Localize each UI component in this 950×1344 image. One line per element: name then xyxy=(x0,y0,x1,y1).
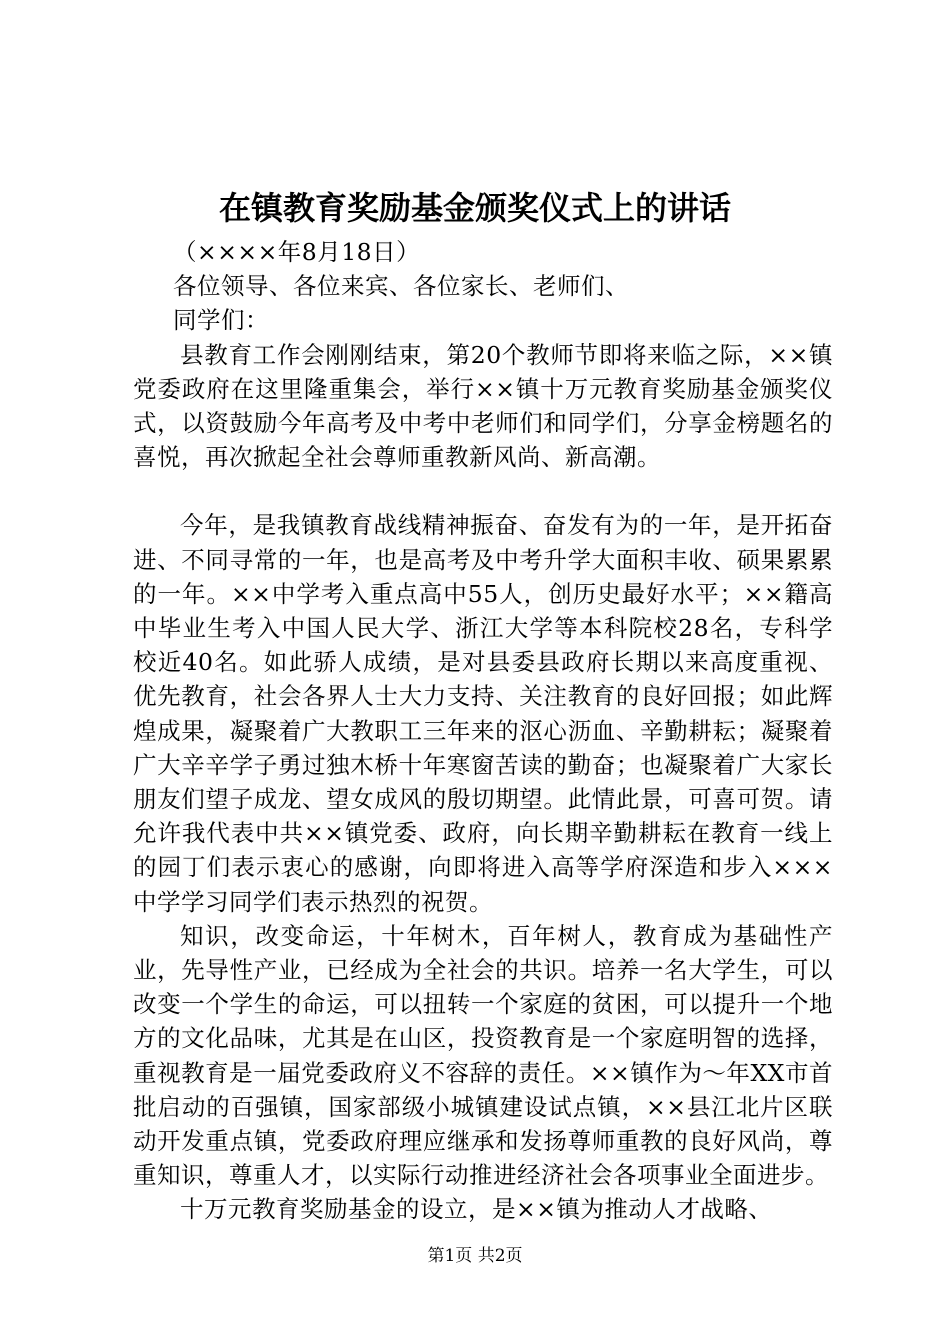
document-title: 在镇教育奖励基金颁奖仪式上的讲话 xyxy=(218,189,731,227)
date-line: （××××年8月18日） xyxy=(173,238,421,266)
document-body xyxy=(133,235,833,1227)
body-paragraph-3: 知识，改变命运，十年树木，百年树人，教育成为基础性产业，先导性产业，已经成为全社会的共识。培养一名大学生，可以改变一个学生的命运，可以扭转一个家庭的贫困，可以提升一个地方的文化品味，尤其是在山区，投资教育是一个家庭明智的选择，重视教育是一届党委政府义不容辞的责任。××镇作为～年XX市首批启动的百强镇，国家部级小城镇建设试点镇，××县江北片区联动开发重点镇，党委政府理应继承和发扬尊师重教的良好风尚，尊重知识，尊重人才，以实际行动推进经济社会各项事业全面进步。 xyxy=(133,921,833,1190)
body-paragraph-4: 十万元教育奖励基金的设立，是××镇为推动人才战略、 xyxy=(180,1195,773,1224)
body-paragraph-2: 今年，是我镇教育战线精神振奋、奋发有为的一年，是开拓奋进、不同寻常的一年，也是高考及中考升学大面积丰收、硕果累累的一年。××中学考入重点高中55人，创历史最好水平；××籍高中毕业生考入中国人民大学、浙江大学等本科院校28名，专科学校近40名。如此骄人成绩，是对县委县政府长期以来高度重视、优先教育，社会各界人士大力支持、关注教育的良好回报；如此辉煌成果，凝聚着广大教职工三年来的沤心沥血、辛勤耕耘；凝聚着广大辛辛学子勇过独木桥十年寒窗苦读的勤奋；也凝聚着广大家长朋友们望子成龙、望女成风的殷切期望。此情此景，可喜可贺。请允许我代表中共××镇党委、政府，向长期辛勤耕耘在教育一线上的园丁们表示衷心的感谢，向即将进入高等学府深造和步入×××中学学习同学们表示热烈的祝贺。 xyxy=(133,511,833,916)
salutation-line-2: 同学们： xyxy=(173,306,269,335)
body-paragraph-1: 县教育工作会刚刚结束，第20个教师节即将来临之际，××镇党委政府在这里隆重集会，举行××镇十万元教育奖励基金颁奖仪式，以资鼓励今年高考及中考中老师们和同学们，分享金榜题名的喜悦，再次掀起全社会尊师重教新风尚、新高潮。 xyxy=(133,340,833,472)
salutation-line-1: 各位领导、各位来宾、各位家长、老师们、 xyxy=(173,272,629,301)
page-footer: 第1页 共2页 xyxy=(427,1246,523,1266)
